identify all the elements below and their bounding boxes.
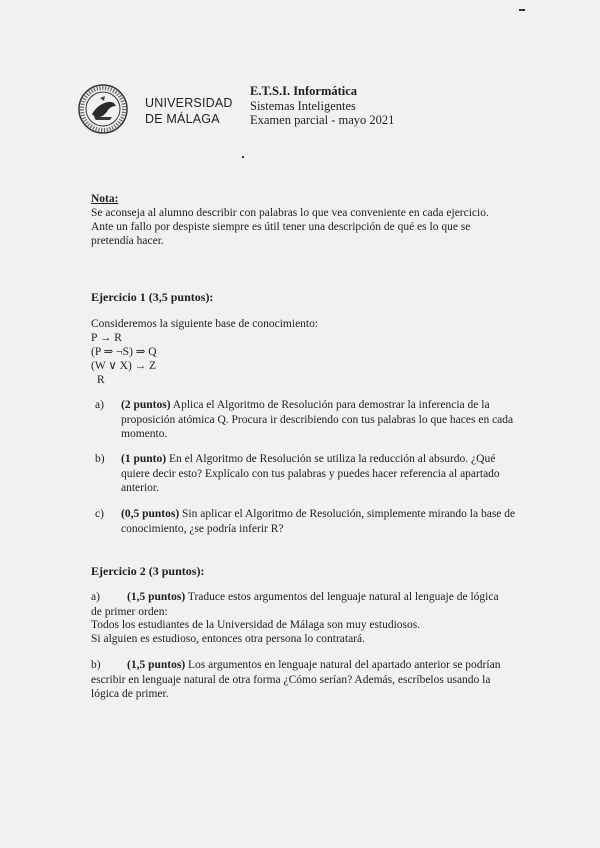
note-title-text: Nota:	[91, 193, 119, 205]
item-points: (1,5 puntos)	[127, 659, 186, 671]
argument-line: Si alguien es estudioso, entonces otra persona lo contratará.	[91, 633, 366, 645]
item-points: (0,5 puntos)	[121, 508, 180, 520]
course-header	[250, 84, 394, 128]
university-name	[145, 95, 233, 127]
subject-name: Sistemas Inteligentes	[250, 98, 356, 113]
item-points: (2 puntos)	[121, 399, 171, 411]
university-line2: DE MÁLAGA	[145, 112, 220, 126]
scan-mark	[519, 9, 525, 11]
item-text: Traduce estos argumentos del lenguaje natural al lenguaje de lógica de primer orden:	[91, 591, 499, 618]
kb-formula: P → R	[91, 332, 122, 344]
argument-line: Todos los estudiantes de la Universidad de Málaga son muy estudiosos.	[91, 619, 421, 631]
ex1-item-a	[95, 398, 521, 442]
item-points: (1 punto)	[121, 453, 167, 465]
note-line: pretendía hacer.	[91, 235, 164, 247]
kb-formula: (W ∨ X) → Z	[91, 360, 157, 372]
item-label: a)	[91, 591, 100, 603]
note-line: Ante un fallo por despiste siempre es útil tener una descripción de qué es lo que se	[91, 221, 471, 233]
kb-intro: Consideremos la siguiente base de conocimiento:	[91, 318, 319, 330]
item-text: Sin aplicar el Algoritmo de Resolución, simplemente mirando la base de conocimiento, ¿se podría inferir R?	[121, 508, 516, 535]
exam-title: Examen parcial - mayo 2021	[250, 113, 395, 127]
exercise2-title: Ejercicio 2 (3 puntos):	[91, 564, 205, 578]
ex2-item-a	[91, 590, 511, 619]
ex2-item-b	[91, 658, 511, 702]
ex1-item-b	[95, 452, 521, 496]
exercise1-title: Ejercicio 1 (3,5 puntos):	[91, 290, 214, 304]
ex1-item-c	[95, 507, 521, 536]
item-label: b)	[95, 453, 105, 465]
item-text: Los argumentos en lenguaje natural del apartado anterior se podrían escribir en lenguaje natural de otra forma ¿Cómo serían? Además, escríbelos usando la lógica de primer.	[91, 659, 501, 701]
note-line: Se aconseja al alumno describir con palabras lo que vea conveniente en cada ejercicio.	[91, 207, 489, 219]
kb-formula: R	[97, 374, 105, 386]
item-points: (1,5 puntos)	[127, 591, 186, 603]
school-name: E.T.S.I. Informática	[250, 84, 358, 98]
note-title	[91, 192, 118, 206]
item-text: En el Algoritmo de Resolución se utiliza la reducción al absurdo. ¿Qué quiere decir esto? Explícalo con tus palabras y puedes hacer referencia al apartado anterior.	[121, 453, 500, 495]
item-label: c)	[95, 508, 104, 520]
item-text: Aplica el Algoritmo de Resolución para demostrar la inferencia de la proposición atómica Q. Procura ir describiendo con tus palabras lo que haces en cada momento.	[121, 399, 514, 441]
university-seal-logo	[78, 84, 128, 134]
kb-formula: (P ⇒ ¬S) ⇒ Q	[91, 346, 157, 358]
item-label: a)	[95, 399, 104, 411]
university-line1: UNIVERSIDAD	[145, 96, 233, 110]
item-label: b)	[91, 659, 101, 671]
scan-speck	[242, 156, 244, 158]
